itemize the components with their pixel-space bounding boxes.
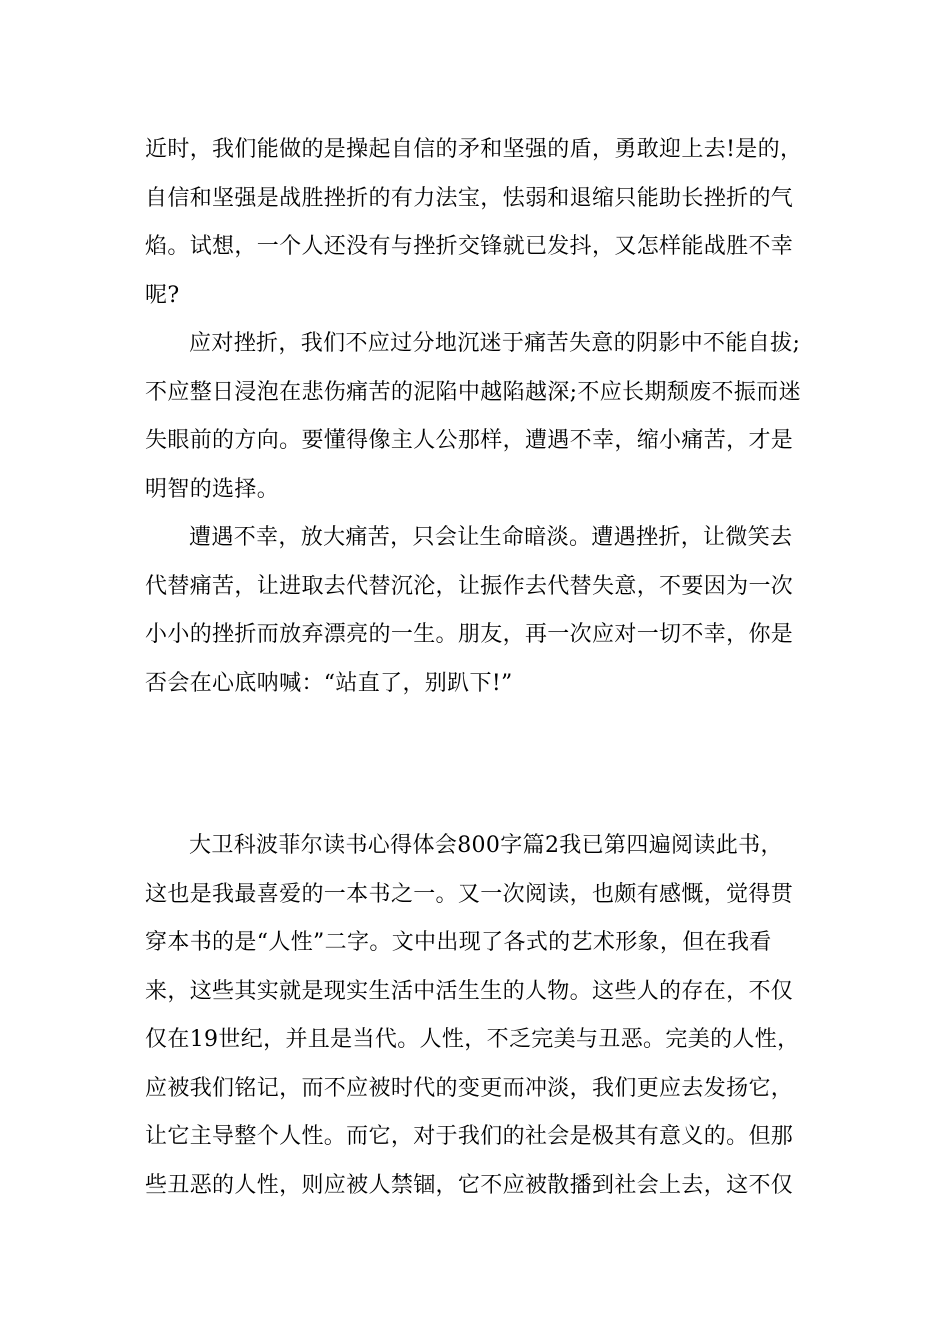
text-line: 些丑恶的人性，则应被人禁锢，它不应被散播到社会上去，这不仅 (145, 1172, 794, 1198)
text-block-a (145, 126, 825, 708)
text-line: 来，这些其实就是现实生活中活生生的人物。这些人的存在，不仅 (145, 978, 794, 1004)
text-line: 焰。试想，一个人还没有与挫折交锋就已发抖，又怎样能战胜不幸 (145, 234, 794, 259)
text-block-b (145, 822, 825, 1210)
text-line: 失眼前的方向。要懂得像主人公那样，遭遇不幸，缩小痛苦，才是 (145, 428, 794, 453)
text-line: 大卫科波菲尔读书心得体会800字篇2我已第四遍阅读此书， (189, 833, 783, 858)
text-line: 仅在19世纪，并且是当代。人性，不乏完美与丑恶。完美的人性， (145, 1027, 800, 1052)
text-line: 应被我们铭记，而不应被时代的变更而冲淡，我们更应去发扬它， (145, 1075, 794, 1101)
text-line: 自信和坚强是战胜挫折的有力法宝，怯弱和退缩只能助长挫折的气 (145, 185, 794, 211)
text-line: 呢? (145, 282, 180, 308)
text-line: 代替痛苦，让进取去代替沉沦，让振作去代替失意，不要因为一次 (145, 573, 794, 599)
text-line: 明智的选择。 (145, 476, 280, 502)
text-line: 遭遇不幸，放大痛苦，只会让生命暗淡。遭遇挫折，让微笑去 (189, 525, 793, 550)
text-line: 不应整日浸泡在悲伤痛苦的泥陷中越陷越深;不应长期颓废不振而迷 (145, 379, 801, 405)
text-line: 让它主导整个人性。而它，对于我们的社会是极其有意义的。但那 (145, 1124, 794, 1149)
text-line: 这也是我最喜爱的一本书之一。又一次阅读，也颇有感慨，觉得贯 (145, 881, 794, 907)
text-line: 近时，我们能做的是操起自信的矛和坚强的盾，勇敢迎上去!是的， (145, 137, 803, 162)
text-line: 应对挫折，我们不应过分地沉迷于痛苦失意的阴影中不能自拔; (189, 331, 801, 356)
text-line: 穿本书的是“人性”二字。文中出现了各式的艺术形象，但在我看 (145, 930, 772, 955)
text-line: 小小的挫折而放弃漂亮的一生。朋友，再一次应对一切不幸，你是 (145, 622, 794, 647)
text-line: 否会在心底呐喊：“站直了，别趴下!” (145, 670, 513, 696)
